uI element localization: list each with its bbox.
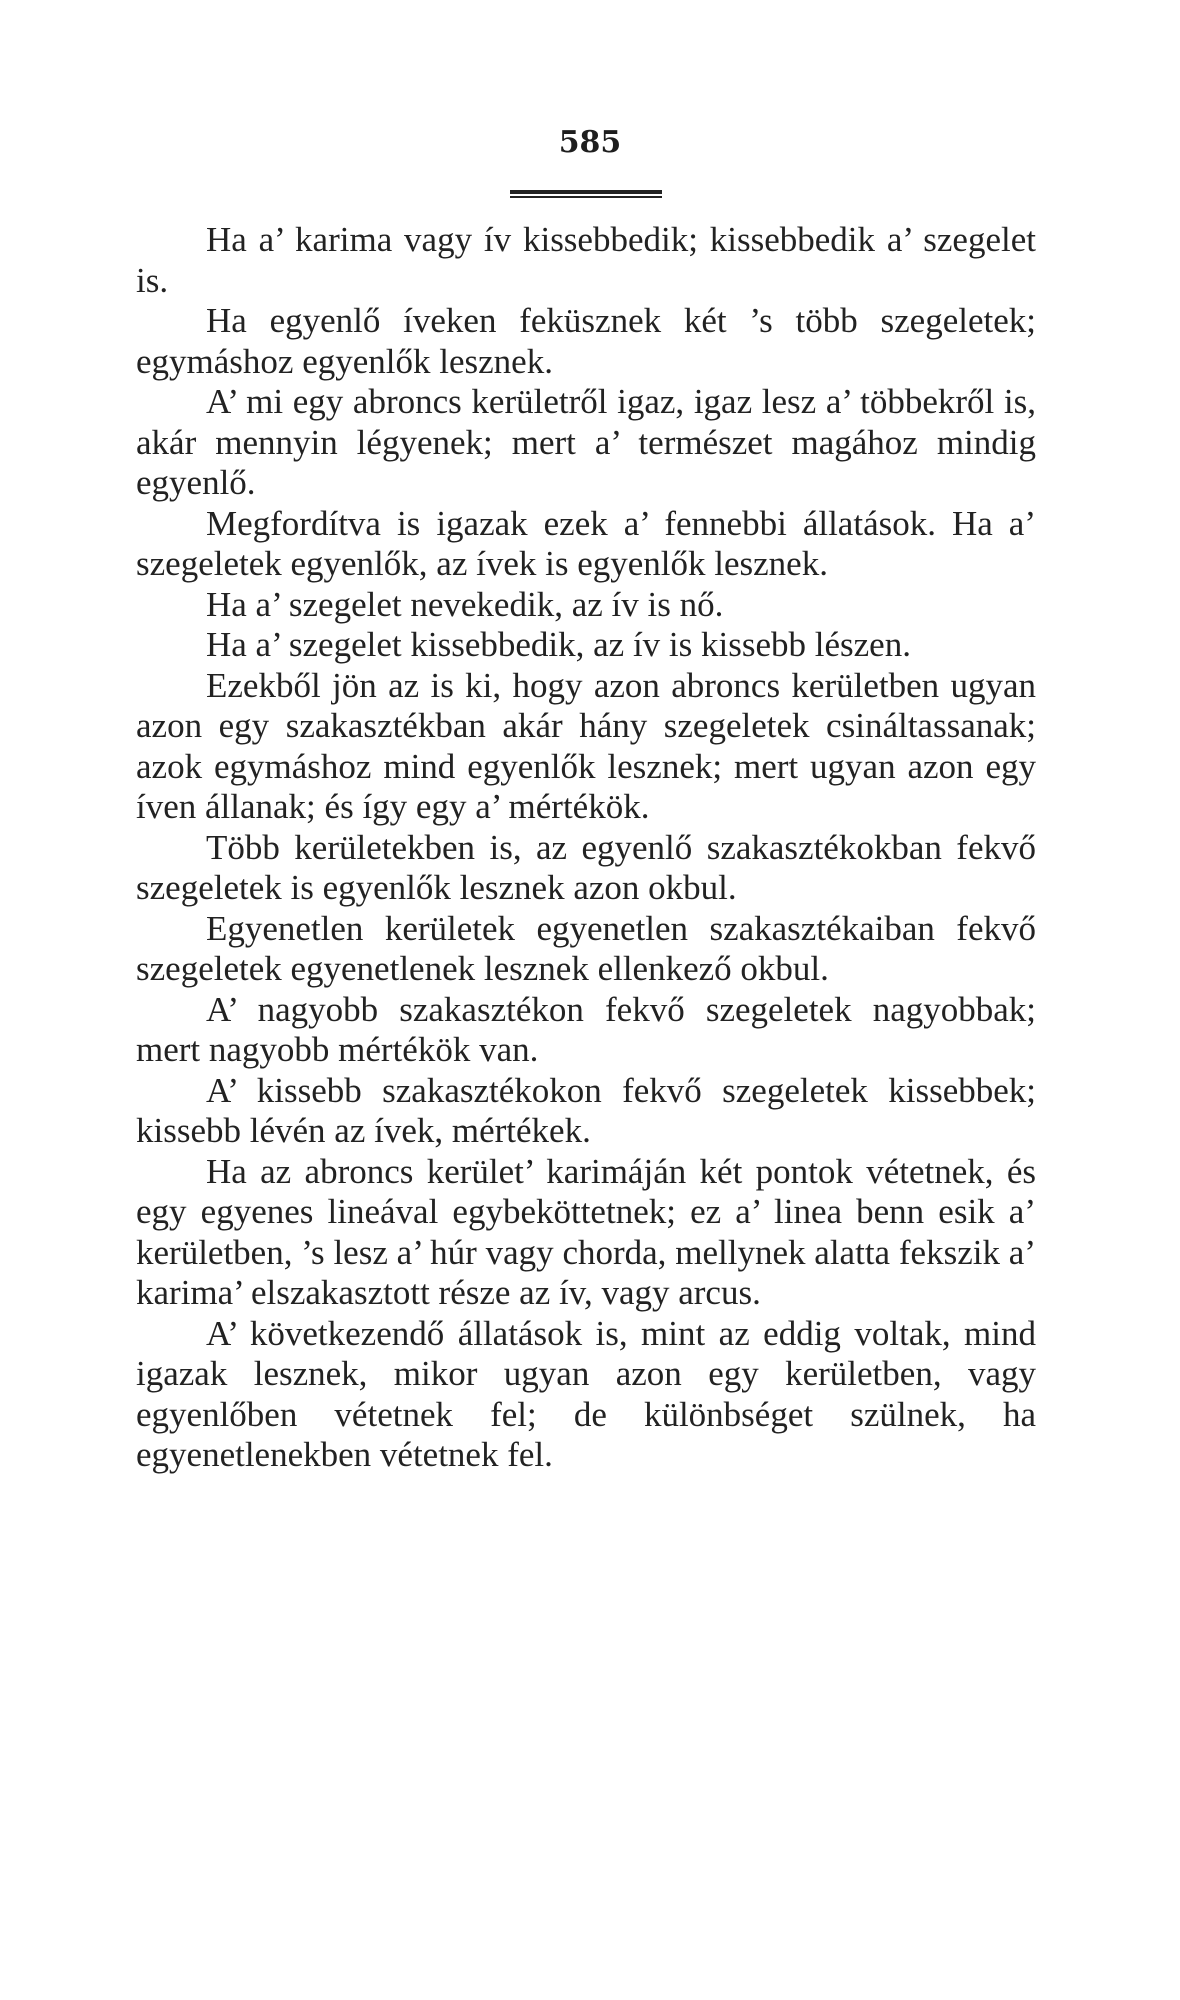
paragraph: Ha a’ szegelet kissebbedik, az ív is kissebb lészen.	[206, 625, 911, 664]
paragraph: Ha egyenlő íveken feküsznek két ’s több szegeletek; egymáshoz egyenlők lesznek.	[136, 301, 1036, 381]
paragraph: Több kerületekben is, az egyenlő szakasztékokban fekvő szegeletek is egyenlők lesznek azon okbul.	[136, 827, 1036, 907]
paragraph: A’ kissebb szakasztékokon fekvő szegeletek kissebbek; kissebb lévén az ívek, mértékek.	[136, 1070, 1036, 1150]
paragraph: Ezekből jön az is ki, hogy azon abroncs kerületben ugyan azon egy szakasztékban akár hány szegeletek csináltassanak; azok egymáshoz mind egyenlők lesznek; mert ugyan azon egy íven állanak; és így egy a’ mértékök.	[136, 665, 1036, 826]
paragraph: Egyenetlen kerületek egyenetlen szakasztékaiban fekvő szegeletek egyenetlenek lesznek ellenkező okbul.	[136, 908, 1036, 988]
paragraph: Megfordítva is igazak ezek a’ fennebbi állatások. Ha a’ szegeletek egyenlők, az ívek is egyenlők lesznek.	[136, 503, 1036, 583]
header-rule	[510, 190, 662, 198]
paragraph: A’ nagyobb szakasztékon fekvő szegeletek nagyobbak; mert nagyobb mértékök van.	[136, 989, 1036, 1069]
paragraph: Ha az abroncs kerület’ karimáján két pontok vétetnek, és egy egyenes lineával egybeköttetnek; ez a’ linea benn esik a’ kerületben, ’s lesz a’ húr vagy chorda, mellynek alatta fekszik a’ karima’ elszakasztott része az ív, vagy arcus.	[136, 1151, 1036, 1312]
body-text	[136, 220, 1036, 1476]
paragraph: Ha a’ szegelet nevekedik, az ív is nő.	[206, 584, 724, 624]
paragraph: A’ mi egy abroncs kerületről igaz, igaz lesz a’ többekről is, akár mennyin légyenek; mert a’ természet magához mindig egyenlő.	[136, 382, 1036, 502]
page-number: 585	[558, 125, 622, 160]
paragraph: A’ következendő állatások is, mint az eddig voltak, mind igazak lesznek, mikor ugyan azon egy kerületben, vagy egyenlőben vétetnek fel; de különbséget szülnek, ha egyenetlenekben vétetnek fel.	[136, 1313, 1036, 1474]
paragraph: Ha a’ karima vagy ív kissebbedik; kissebbedik a’ szegelet is.	[136, 220, 1036, 300]
